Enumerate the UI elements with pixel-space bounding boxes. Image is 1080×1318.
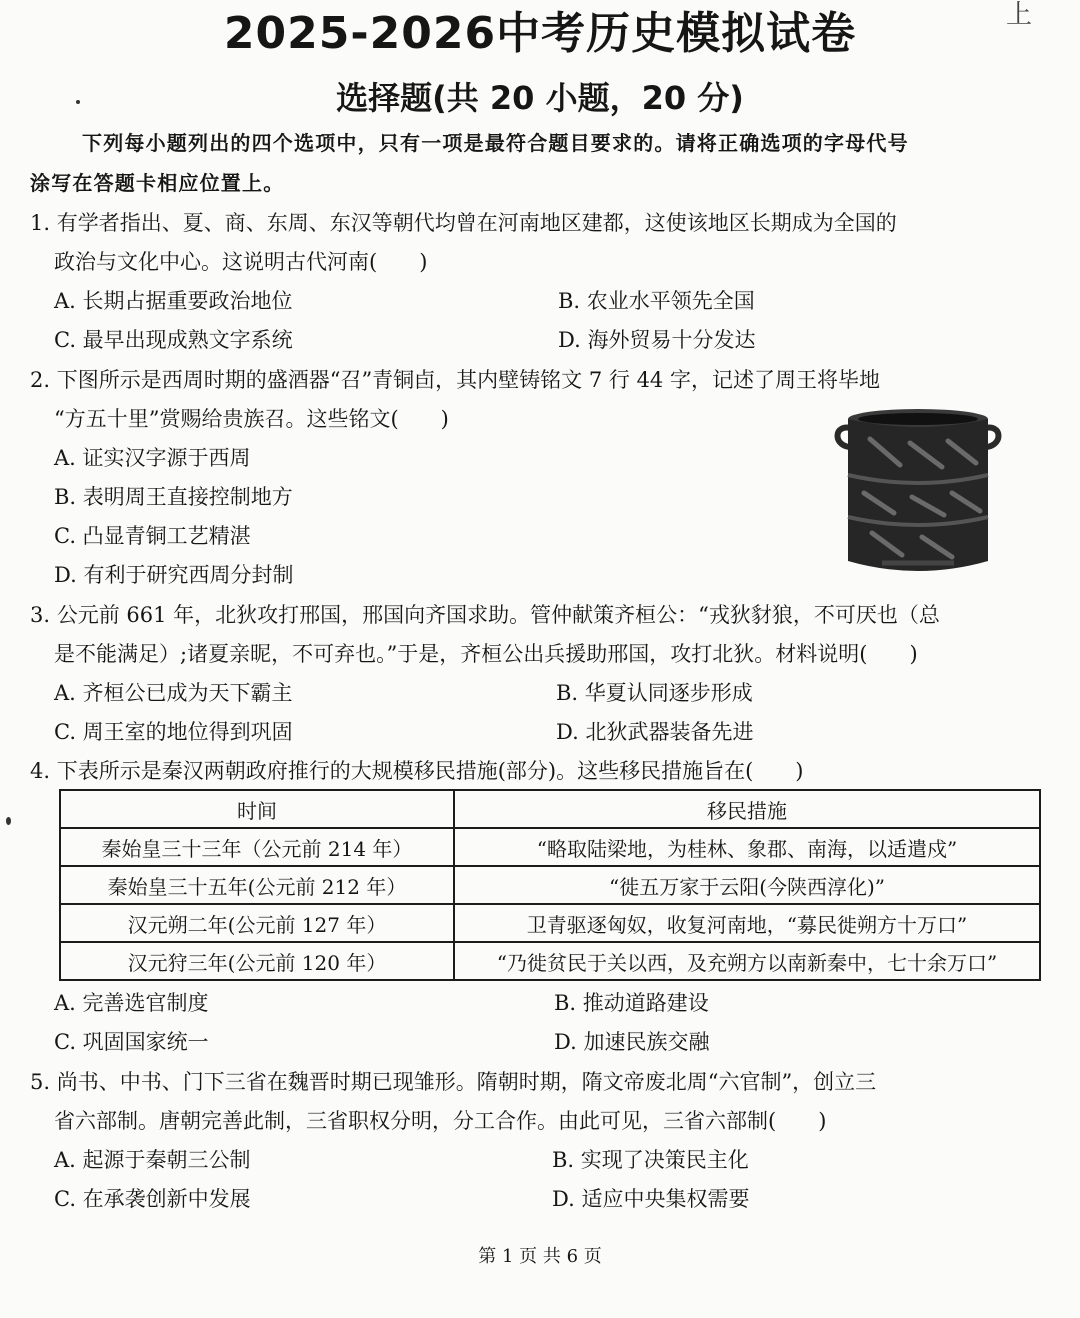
question-1-option-d[interactable]: D. 海外贸易十分发达 <box>558 328 756 352</box>
question-2-option-a[interactable]: A. 证实汉字源于西周 <box>54 446 251 470</box>
page-title: 2025-2026中考历史模拟试卷 <box>223 8 857 59</box>
table-cell: “略取陆梁地，为桂林、象郡、南海，以适遣戍” <box>454 828 1040 866</box>
table-cell: 卫青驱逐匈奴，收复河南地，“募民徙朔方十万口” <box>454 904 1040 942</box>
question-1-option-a[interactable]: A. 长期占据重要政治地位 <box>54 289 293 313</box>
question-5-option-b[interactable]: B. 实现了决策民主化 <box>552 1148 749 1172</box>
question-2-stem: “方五十里”赏赐给贵族召。这些铭文( ) <box>54 407 449 431</box>
question-3-option-b[interactable]: B. 华夏认同逐步形成 <box>556 681 753 705</box>
table-cell: “乃徙贫民于关以西，及充朔方以南新秦中，七十余万口” <box>454 942 1040 980</box>
question-4-stem: 4. 下表所示是秦汉两朝政府推行的大规模移民措施(部分)。这些移民措施旨在( ) <box>30 759 804 783</box>
question-5-option-d[interactable]: D. 适应中央集权需要 <box>552 1187 750 1211</box>
table-row <box>60 942 1040 980</box>
question-5-stem: 省六部制。唐朝完善此制，三省职权分明，分工合作。由此可见，三省六部制( ) <box>54 1109 827 1133</box>
bronze-you-vessel-icon <box>830 405 1006 577</box>
table-header-row <box>60 790 1040 828</box>
corner-mark: 上 <box>1005 0 1032 30</box>
section-subtitle: 选择题(共 20 小题，20 分) <box>336 79 744 117</box>
question-5-stem: 5. 尚书、中书、门下三省在魏晋时期已现雏形。隋朝时期，隋文帝废北周“六官制”，创立三 <box>30 1070 877 1094</box>
table-row <box>60 828 1040 866</box>
question-3-stem: 是不能满足）;诸夏亲昵，不可弃也。”于是，齐桓公出兵援助邢国，攻打北狄。材料说明( ) <box>54 642 918 666</box>
question-2-option-b[interactable]: B. 表明周王直接控制地方 <box>54 485 293 509</box>
instruction-line: 下列每小题列出的四个选项中，只有一项是最符合题目要求的。请将正确选项的字母代号 <box>82 131 909 155</box>
question-3-option-a[interactable]: A. 齐桓公已成为天下霸主 <box>54 681 293 705</box>
print-speck <box>6 817 11 825</box>
question-1-stem: 政治与文化中心。这说明古代河南( ) <box>54 250 428 274</box>
instruction-line: 涂写在答题卡相应位置上。 <box>30 171 285 195</box>
question-2-stem: 2. 下图所示是西周时期的盛酒器“召”青铜卣，其内壁铸铭文 7 行 44 字，记述了周王将毕地 <box>30 368 880 392</box>
question-4-option-b[interactable]: B. 推动道路建设 <box>554 991 709 1015</box>
question-2-option-d[interactable]: D. 有利于研究西周分封制 <box>54 563 294 587</box>
migration-table <box>59 789 1041 981</box>
question-1-option-b[interactable]: B. 农业水平领先全国 <box>558 289 755 313</box>
question-3-option-c[interactable]: C. 周王室的地位得到巩固 <box>54 720 293 744</box>
table-cell: 汉元朔二年(公元前 127 年） <box>60 904 454 942</box>
table-cell: 秦始皇三十五年(公元前 212 年） <box>60 866 454 904</box>
question-4-option-a[interactable]: A. 完善选官制度 <box>54 991 209 1015</box>
page-number: 第 1 页 共 6 页 <box>478 1246 602 1267</box>
table-cell: “徙五万家于云阳(今陕西淳化)” <box>454 866 1040 904</box>
table-header-time: 时间 <box>60 790 454 828</box>
question-5-option-c[interactable]: C. 在承袭创新中发展 <box>54 1187 251 1211</box>
question-1-option-c[interactable]: C. 最早出现成熟文字系统 <box>54 328 293 352</box>
question-4-option-d[interactable]: D. 加速民族交融 <box>554 1030 710 1054</box>
question-1-stem: 1. 有学者指出、夏、商、东周、东汉等朝代均曾在河南地区建都，这使该地区长期成为全国的 <box>30 211 897 235</box>
table-row <box>60 866 1040 904</box>
table-cell: 汉元狩三年(公元前 120 年） <box>60 942 454 980</box>
question-3-stem: 3. 公元前 661 年，北狄攻打邢国，邢国向齐国求助。管仲献策齐桓公：“戎狄豺狼，不可厌也（总 <box>30 603 940 627</box>
question-2-option-c[interactable]: C. 凸显青铜工艺精湛 <box>54 524 251 548</box>
table-header-measure: 移民措施 <box>454 790 1040 828</box>
question-3-option-d[interactable]: D. 北狄武器装备先进 <box>556 720 754 744</box>
table-row <box>60 904 1040 942</box>
question-4-option-c[interactable]: C. 巩固国家统一 <box>54 1030 209 1054</box>
question-5-option-a[interactable]: A. 起源于秦朝三公制 <box>54 1148 251 1172</box>
table-cell: 秦始皇三十三年（公元前 214 年） <box>60 828 454 866</box>
